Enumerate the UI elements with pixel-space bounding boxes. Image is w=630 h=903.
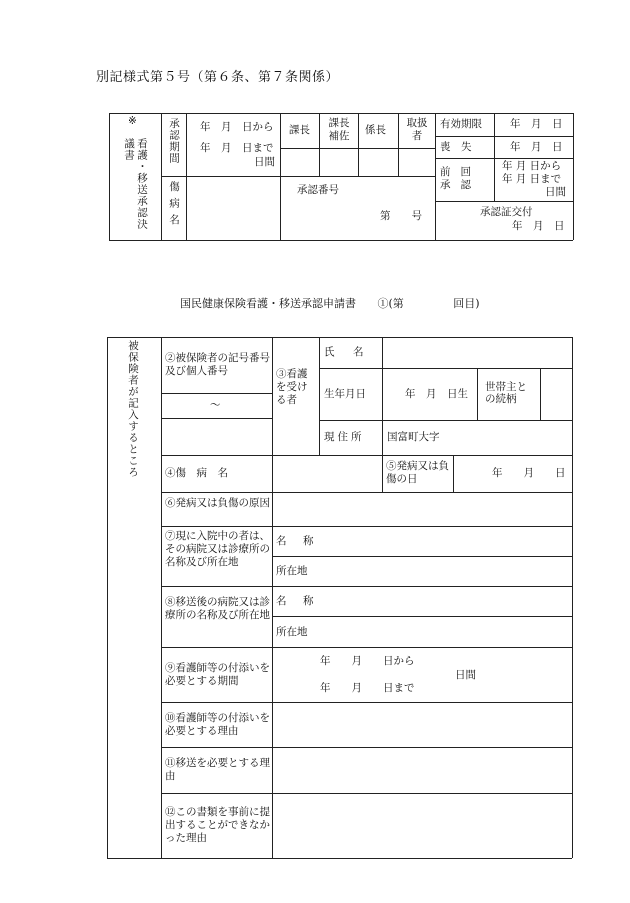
disease-name-field[interactable] [275,458,379,490]
form-title [180,295,480,311]
validity-date: 年 月 日 [510,118,563,130]
address-value: 国富町大字 [387,431,440,443]
asterisk-mark: ※ [128,115,137,127]
prev-label: 前回承認 [440,166,481,191]
onset-date: 年 月 日 [492,467,566,479]
stamp-handler: 取扱者 [406,117,428,142]
tilde-mark: ～ [210,399,221,411]
name-field[interactable] [386,342,570,366]
nurse-period-days: 日間 [455,669,476,681]
stamp-chief-assistant: 課長補佐 [328,117,350,142]
disease-label: 傷病名 [168,181,180,231]
form-number: 別記様式第５号（第６条、第７条関係） [96,70,340,85]
item8-label: ⑧移送後の病院又は診療所の名称及び所在地 [165,596,270,621]
period-days: 日間 [254,156,275,168]
item3-label: ③看護を受ける者 [276,368,308,406]
loss-date: 年 月 日 [510,141,563,153]
item4-label: ④傷 病 名 [165,467,228,479]
relation-label: 世帯主との続柄 [485,381,527,405]
address-label: 現住所 [324,431,365,443]
approval-number-label: 承認番号 [297,184,339,196]
transfer-address-label: 所在地 [276,626,308,638]
item5-label: ⑤発病又は負傷の日 [386,460,449,485]
prev-to: 年 月 日まで [502,173,562,185]
hospital-address-label: 所在地 [276,565,308,577]
transfer-reason-field[interactable] [275,750,570,791]
count-open: ①(第 [377,297,404,310]
approval-label: 看護・移送承認決議書 [123,138,148,230]
count-close: 回目) [453,297,480,310]
form-title-text: 国民健康保険看護・移送承認申請書 [180,297,356,310]
issue-date: 年 月 日 [512,220,565,232]
nurse-period-from: 年 月 日から [320,655,415,667]
period-to: 年 月 日まで [200,142,274,154]
item11-label: ⑪移送を必要とする理由 [165,757,270,782]
loss-label: 喪 失 [440,141,472,153]
birth-label: 生年月日 [324,388,366,400]
item7-label: ⑦現に入院中の者は、その病院又は診療所の名称及び所在地 [165,530,270,568]
validity-label: 有効期限 [440,118,482,130]
item10-label: ⑩看護師等の付添いを必要とする理由 [165,712,270,737]
hospital-name-label: 名 称 [276,535,317,547]
approval-number-suffix: 第 号 [380,210,422,222]
nurse-reason-field[interactable] [275,705,570,745]
prev-days: 日間 [545,186,566,198]
name-label: 氏 名 [324,346,368,358]
stamp-chief: 課長 [289,124,310,136]
period-label: 承認期間 [168,118,180,164]
relation-field[interactable] [542,370,570,418]
birth-value: 年 月 日生 [405,388,468,400]
item9-label: ⑨看護師等の付添いを必要とする期間 [165,662,270,687]
applicant-section-label: 被保険者が記入するところ [127,340,139,478]
item6-label: ⑥発病又は負傷の原因 [165,497,270,509]
stamp-section-chief: 係長 [365,124,386,136]
cause-field[interactable] [275,495,570,524]
item12-label: ⑫この書類を事前に提出することができなかった理由 [165,806,270,844]
prev-from: 年 月 日から [502,160,562,172]
issue-label: 承認証交付 [480,206,533,218]
period-from: 年 月 日から [200,121,274,133]
nurse-period-to: 年 月 日まで [320,682,415,694]
transfer-name-label: 名 称 [276,595,317,607]
item2-label: ②被保険者の記号番号及び個人番号 [165,352,270,377]
late-reason-field[interactable] [275,796,570,856]
